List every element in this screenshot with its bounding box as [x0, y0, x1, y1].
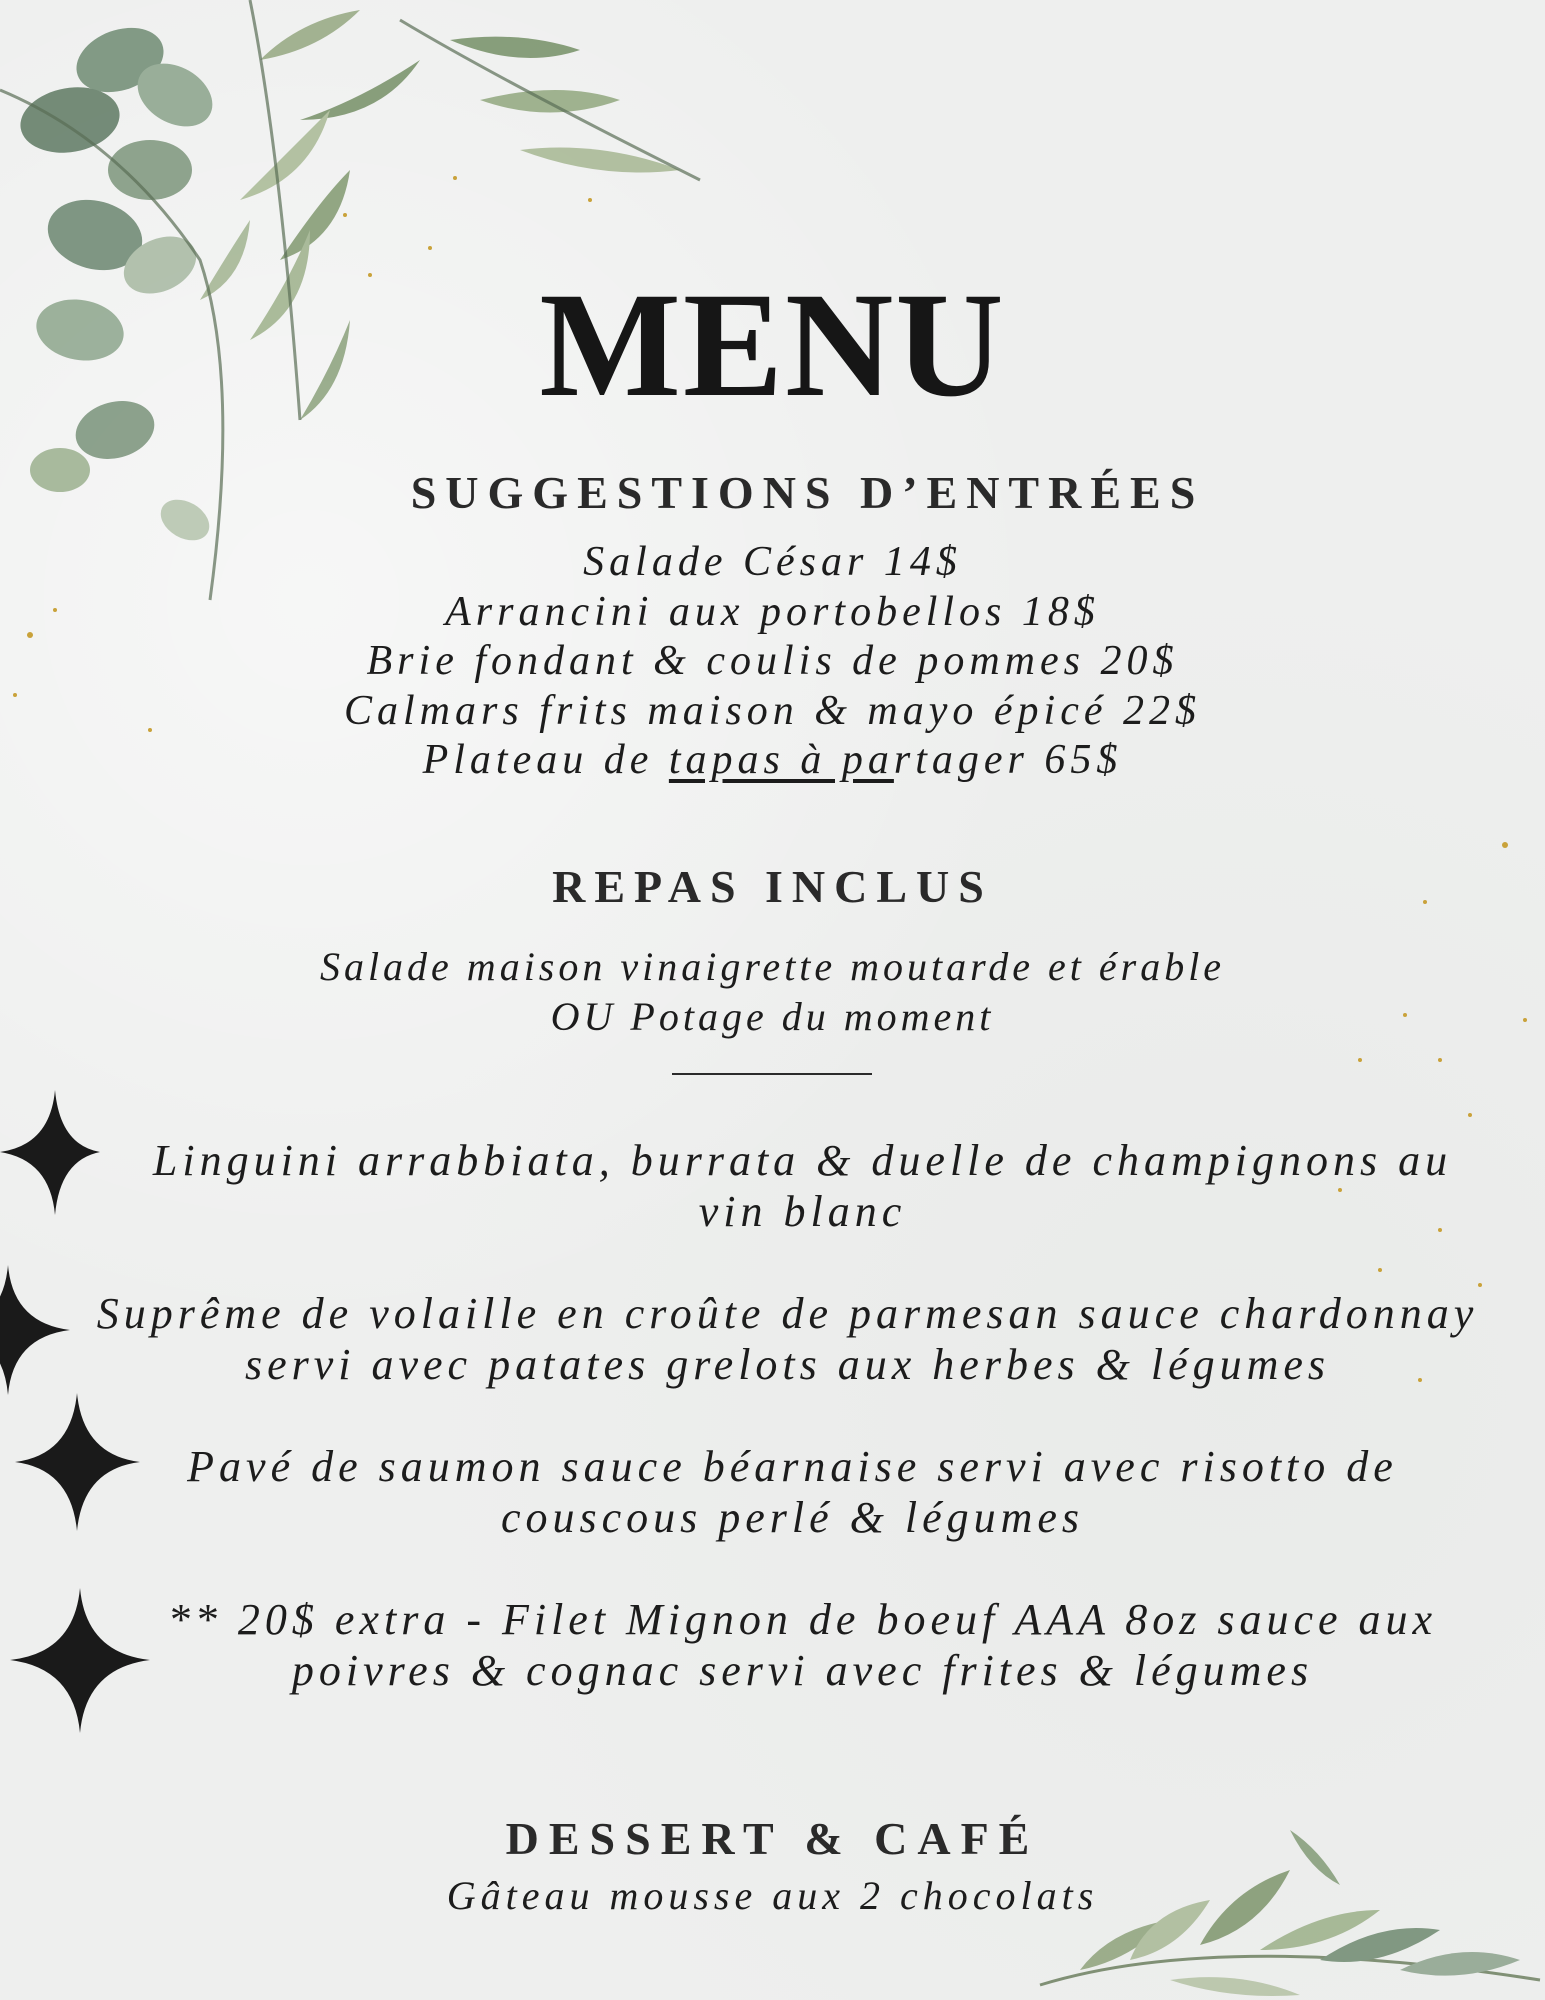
- main-course-item: [60, 1594, 1545, 1696]
- list-item: Brie fondant & coulis de pommes 20$: [366, 638, 1179, 684]
- main-course-item: [60, 1135, 1545, 1237]
- section-divider: [672, 1073, 872, 1075]
- dessert-heading: DESSERT & CAFÉ: [505, 1813, 1040, 1864]
- list-item: Salade maison vinaigrette moutarde et érable: [319, 944, 1226, 989]
- dessert-item: Gâteau mousse aux 2 chocolats: [446, 1873, 1099, 1918]
- main-course-line: servi avec patates grelots aux herbes & légumes: [244, 1340, 1331, 1389]
- main-course-line: Linguini arrabbiata, burrata & duelle de champignons au: [152, 1136, 1453, 1185]
- main-course-item: [30, 1288, 1545, 1390]
- main-course-line: poivres & cognac servi avec frites & légumes: [291, 1646, 1314, 1695]
- main-course-line: Pavé de saumon sauce béarnaise servi avec risotto de: [187, 1442, 1398, 1491]
- main-course-line: Suprême de volaille en croûte de parmesan sauce chardonnay: [96, 1289, 1479, 1338]
- main-course-item: [40, 1441, 1545, 1543]
- platter-text-underlined: tapas à pa: [668, 737, 894, 783]
- repas-heading: REPAS INCLUS: [552, 861, 993, 912]
- list-item: Calmars frits maison & mayo épicé 22$: [344, 687, 1201, 734]
- main-course-line: ** 20$ extra - Filet Mignon de boeuf AAA 8oz sauce aux: [167, 1595, 1438, 1644]
- main-course-line: couscous perlé & légumes: [500, 1493, 1085, 1542]
- platter-text-start: Plateau de: [422, 737, 669, 783]
- repas-list: [0, 942, 1545, 1042]
- main-course-line: vin blanc: [698, 1187, 907, 1236]
- list-item: Salade César 14$: [583, 539, 962, 585]
- list-item: OU Potage du moment: [550, 994, 995, 1039]
- page-title: MENU: [539, 262, 1006, 428]
- list-item: Arrancini aux portobellos 18$: [445, 588, 1100, 635]
- platter-text-end: rtager 65$: [893, 737, 1123, 783]
- entrees-heading: SUGGESTIONS D’ENTRÉES: [410, 467, 1205, 518]
- entrees-list: [0, 538, 1545, 786]
- list-item-platter: [0, 736, 1545, 786]
